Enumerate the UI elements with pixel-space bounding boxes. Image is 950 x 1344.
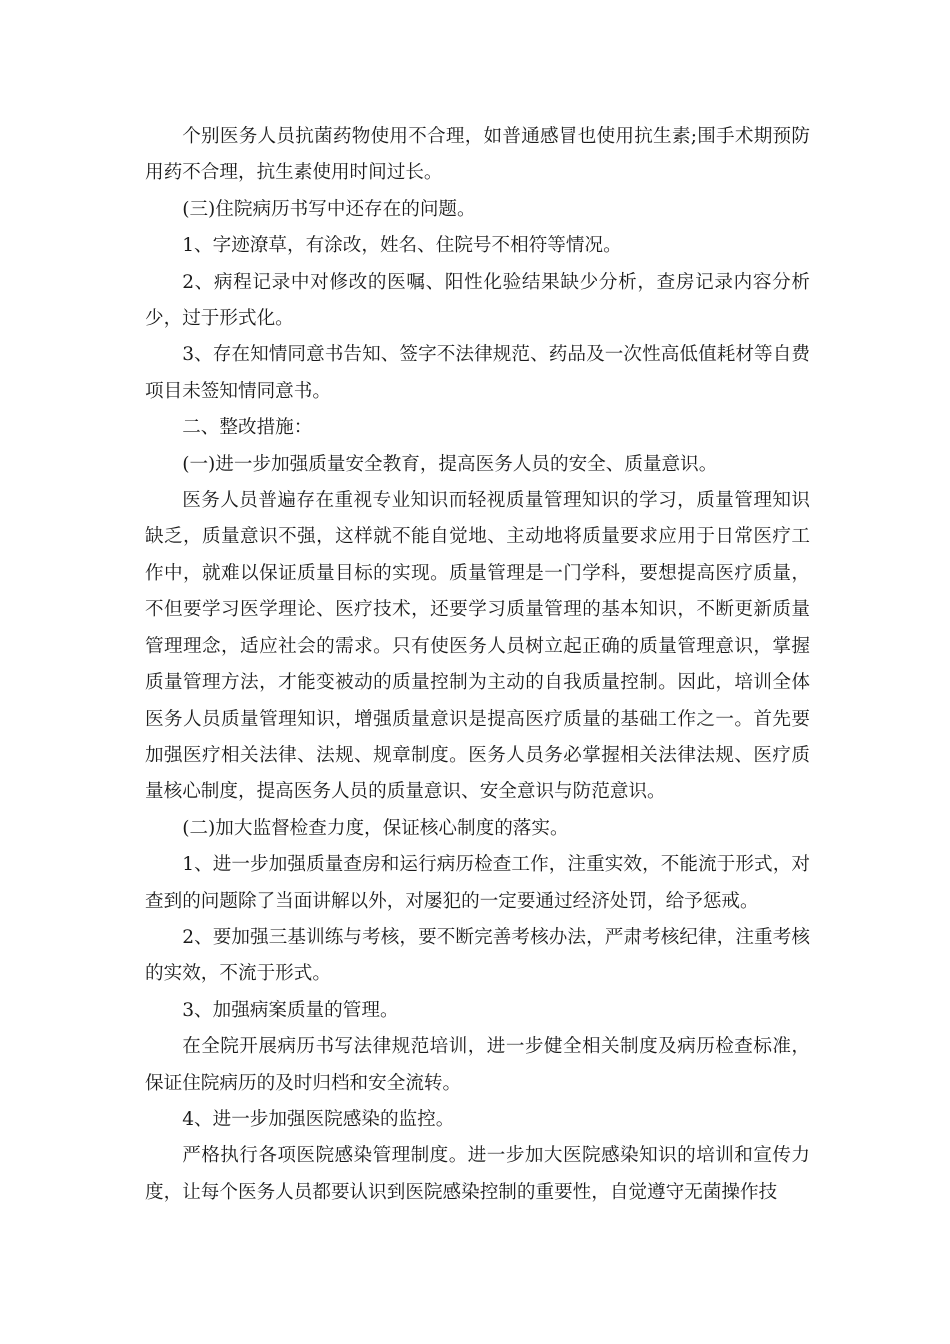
paragraph-measure-2-heading: (二)加大监督检查力度，保证核心制度的落实。 xyxy=(182,817,569,839)
paragraph-quality-management-body: 医务人员普遍存在重视专业知识而轻视质量管理知识的学习，质量管理知识缺乏，质量意识不强，这样就不能自觉地、主动地将质量要求应用于日常医疗工作中，就难以保证质量目标的实现。质量管理是一门学科，要想提高医疗质量，不但要学习医学理论、医疗技术，还要学习质量管理的基本知识，不断更新质量管理理念，适应社会的需求。只有使医务人员树立起正确的质量管理意识，掌握质量管理方法，才能变被动的质量控制为主动的自我质量控制。因此，培训全体医务人员质量管理知识，增强质量意识是提高医疗质量的基础工作之一。首先要加强医疗相关法律、法规、规章制度。医务人员务必掌握相关法律法规、医疗质量核心制度，提高医务人员的质量意识、安全意识与防范意识。 xyxy=(145,490,810,803)
paragraph-measure-2-item-1: 1、进一步加强质量查房和运行病历检查工作，注重实效，不能流于形式，对查到的问题除了当面讲解以外，对屡犯的一定要通过经济处罚，给予惩戒。 xyxy=(145,854,810,912)
paragraph-measure-1-heading: (一)进一步加强质量安全教育，提高医务人员的安全、质量意识。 xyxy=(182,453,718,475)
paragraph-section-3-heading: (三)住院病历书写中还存在的问题。 xyxy=(182,198,476,220)
paragraph-item-1-handwriting: 1、字迹潦草，有涂改，姓名、住院号不相符等情况。 xyxy=(182,235,622,257)
document-body xyxy=(145,119,810,1211)
paragraph-item-3-informed-consent: 3、存在知情同意书告知、签字不法律规范、药品及一次性高低值耗材等自费项目未签知情同意书。 xyxy=(145,344,810,402)
paragraph-medical-record-training: 在全院开展病历书写法律规范培训，进一步健全相关制度及病历检查标准，保证住院病历的及时归档和安全流转。 xyxy=(145,1036,810,1094)
paragraph-item-2-progress-notes: 2、病程记录中对修改的医嘱、阳性化验结果缺少分析，查房记录内容分析少，过于形式化。 xyxy=(145,271,810,330)
paragraph-measure-2-item-3: 3、加强病案质量的管理。 xyxy=(182,999,399,1021)
paragraph-measure-2-item-4: 4、进一步加强医院感染的监控。 xyxy=(182,1108,455,1130)
paragraph-measure-2-item-2: 2、要加强三基训练与考核，要不断完善考核办法，严肃考核纪律，注重考核的实效，不流于形式。 xyxy=(145,926,810,985)
paragraph-rectification-heading: 二、整改措施： xyxy=(182,417,313,439)
paragraph-infection-control-body: 严格执行各项医院感染管理制度。进一步加大医院感染知识的培训和宣传力度，让每个医务人员都要认识到医院感染控制的重要性，自觉遵守无菌操作技 xyxy=(145,1145,810,1203)
paragraph-antibiotic-misuse: 个别医务人员抗菌药物使用不合理，如普通感冒也使用抗生素;围手术期预防用药不合理，抗生素使用时间过长。 xyxy=(145,126,810,184)
